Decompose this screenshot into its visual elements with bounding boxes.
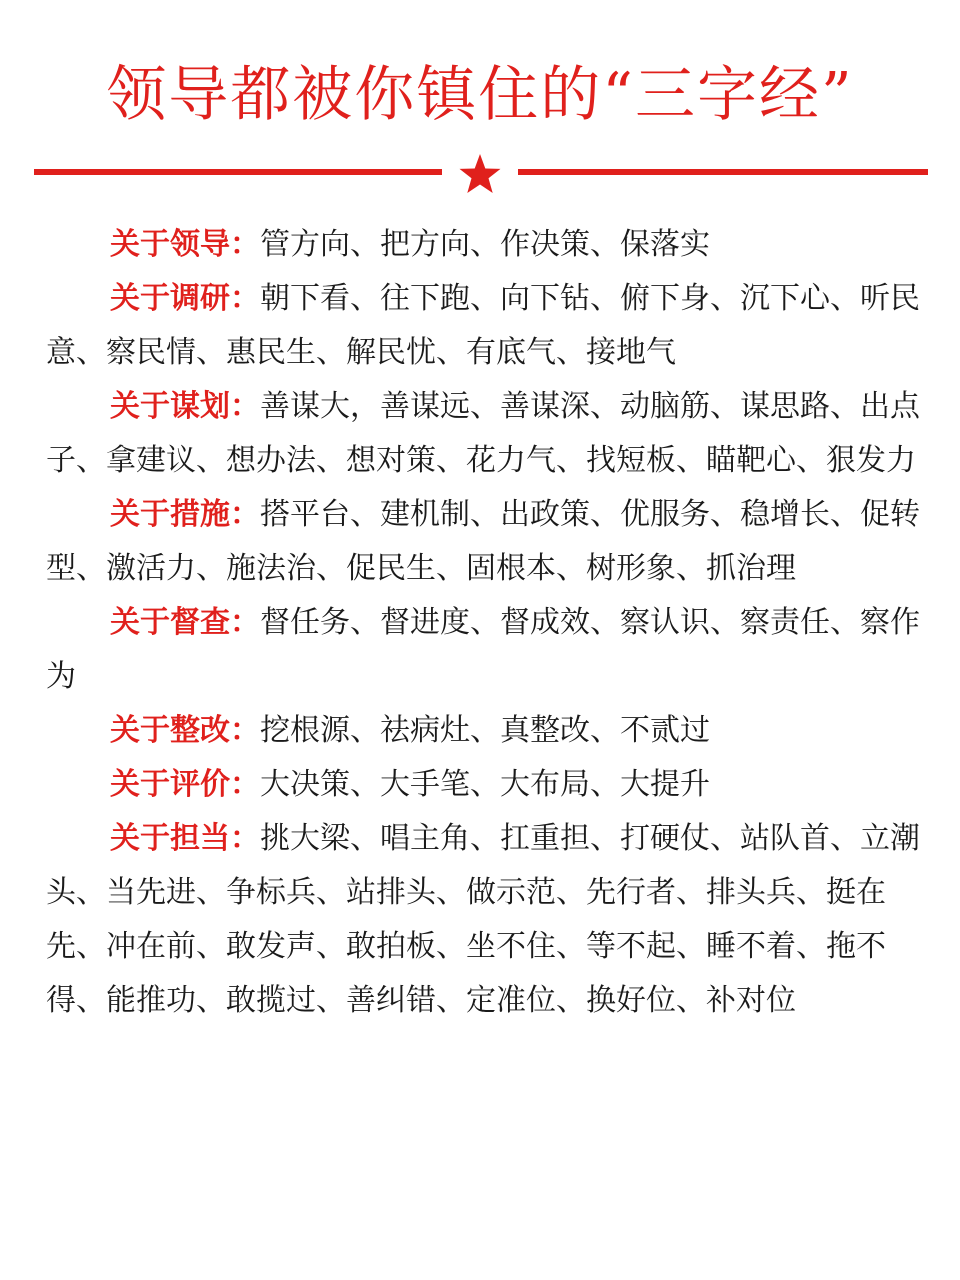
section-label: 关于调研： (110, 281, 260, 316)
section-planning (46, 380, 922, 488)
page-title: 领导都被你镇住的“三字经” (106, 60, 854, 130)
section-label: 关于担当： (110, 821, 260, 856)
section-measures (46, 488, 922, 596)
content-body (46, 218, 922, 1028)
section-label: 关于整改： (110, 713, 260, 748)
title-divider-left (34, 169, 442, 175)
section-text: 朝下看、往下跑、向下钻、俯下身、沉下心、听民意、察民情、惠民生、解民忧、有底气、接地气 (46, 281, 920, 370)
section-label: 关于措施： (110, 497, 260, 532)
star-icon (458, 152, 502, 196)
section-label: 关于评价： (110, 767, 260, 802)
section-text: 挑大梁、唱主角、扛重担、打硬仗、站队首、立潮头、当先进、争标兵、站排头、做示范、先行者、排头兵、挺在先、冲在前、敢发声、敢拍板、坐不住、等不起、睡不着、拖不得、能推功、敢揽过、善纠错、定准位、换好位、补对位 (46, 821, 920, 1018)
title-divider-right (518, 169, 928, 175)
section-leadership (46, 218, 922, 272)
section-supervision (46, 596, 922, 704)
section-responsibility (46, 812, 922, 1028)
section-rectification (46, 704, 922, 758)
section-label: 关于领导： (110, 227, 260, 262)
section-label: 关于谋划： (110, 389, 260, 424)
section-text: 管方向、把方向、作决策、保落实 (260, 227, 710, 262)
section-text: 督任务、督进度、督成效、察认识、察责任、察作为 (46, 605, 920, 694)
section-label: 关于督查： (110, 605, 260, 640)
section-text: 善谋大，善谋远、善谋深、动脑筋、谋思路、出点子、拿建议、想办法、想对策、花力气、找短板、瞄靶心、狠发力 (46, 389, 920, 478)
section-text: 搭平台、建机制、出政策、优服务、稳增长、促转型、激活力、施法治、促民生、固根本、树形象、抓治理 (46, 497, 920, 586)
section-research (46, 272, 922, 380)
section-evaluation (46, 758, 922, 812)
section-text: 大决策、大手笔、大布局、大提升 (260, 767, 710, 802)
section-text: 挖根源、祛病灶、真整改、不贰过 (260, 713, 710, 748)
